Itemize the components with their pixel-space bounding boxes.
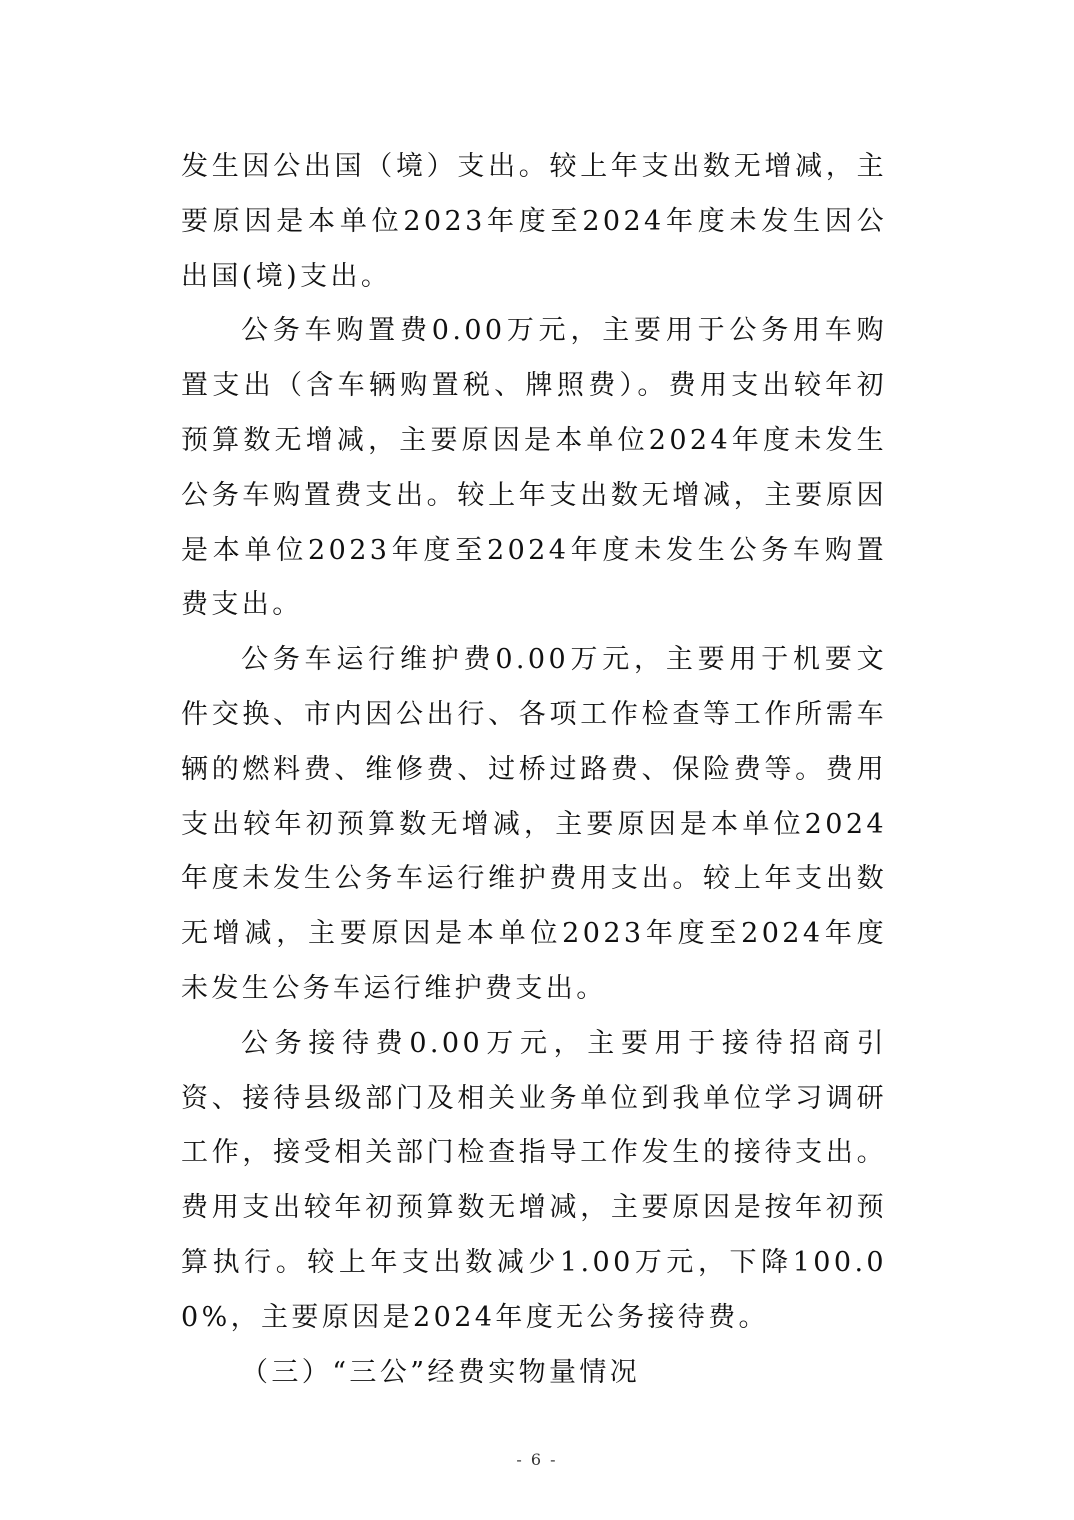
body-text	[181, 140, 887, 1400]
paragraph-vehicle-maintenance: 公务车运行维护费0.00万元，主要用于机要文件交换、市内因公出行、各项工作检查等工作所需车辆的燃料费、维修费、过桥过路费、保险费等。费用支出较年初预算数无增减，主要原因是本单位2024年度未发生公务车运行维护费用支出。较上年支出数无增减，主要原因是本单位2023年度至2024年度未发生公务车运行维护费支出。	[181, 644, 887, 1004]
paragraph-reception: 公务接待费0.00万元，主要用于接待招商引资、接待县级部门及相关业务单位到我单位学习调研工作，接受相关部门检查指导工作发生的接待支出。费用支出较年初预算数无增减，主要原因是按年初预算执行。较上年支出数减少1.00万元，下降100.00%，主要原因是2024年度无公务接待费。	[181, 1027, 887, 1333]
page-number: - 6 -	[516, 1450, 558, 1469]
paragraph-overseas-travel: 发生因公出国（境）支出。较上年支出数无增减，主要原因是本单位2023年度至2024年度未发生因公出国(境)支出。	[181, 151, 887, 292]
section-heading: （三）“三公”经费实物量情况	[241, 1356, 641, 1388]
paragraph-vehicle-purchase: 公务车购置费0.00万元，主要用于公务用车购置支出（含车辆购置税、牌照费）。费用支出较年初预算数无增减，主要原因是本单位2024年度未发生公务车购置费支出。较上年支出数无增减，主要原因是本单位2023年度至2024年度未发生公务车购置费支出。	[181, 315, 887, 621]
